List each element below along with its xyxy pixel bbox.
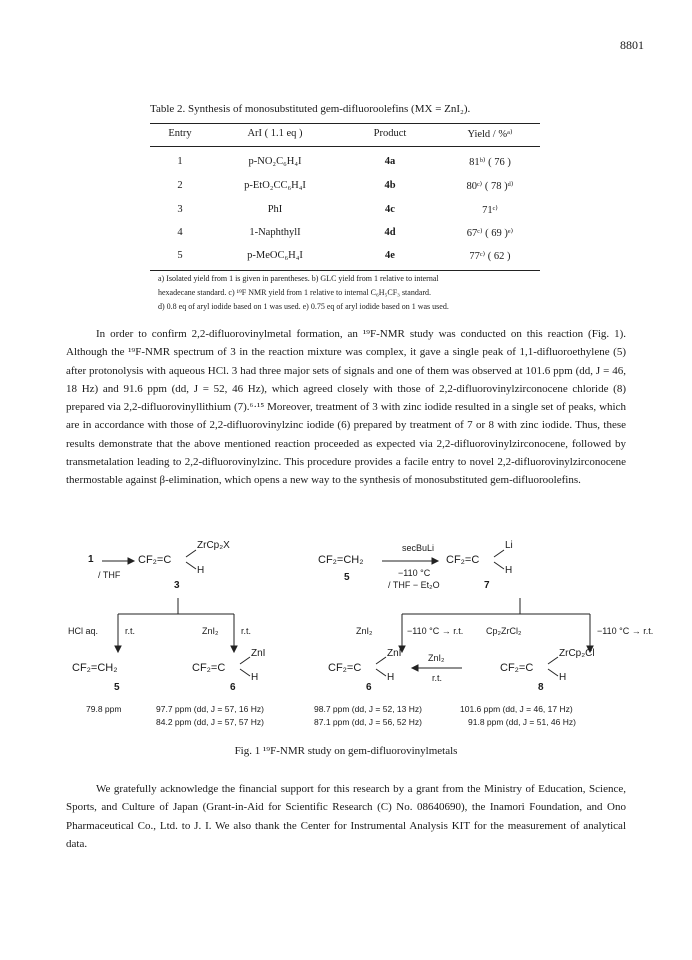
header-entry: Entry — [168, 128, 192, 139]
table-footnote: hexadecane standard. c) ¹⁹F NMR yield from 1 relative to internal C₆H₅CF₃ standard. — [158, 288, 432, 297]
formula-cf2ch2-5b: CF₂=CH₂ — [72, 662, 118, 674]
compound-5-label: 5 — [114, 682, 120, 693]
condition-rt-arrow: r.t. — [432, 673, 443, 683]
compound-6-label: 6 — [230, 682, 236, 693]
formula-zrcp2x: ZrCp₂X — [197, 540, 230, 551]
formula-h-6b: H — [387, 672, 395, 683]
condition-thf: / THF — [98, 570, 121, 580]
reagent-cp2zrcl2: Cp₂ZrCl₂ — [486, 626, 522, 636]
nmr-6b-line2: 87.1 ppm (dd, J = 56, 52 Hz) — [314, 717, 422, 727]
acknowledgement-text: We gratefully acknowledge the financial support for this research by a grant from the Ministry of Education, Science, Sports, and Culture of Japan (Grant-in-Aid for Scientific Research (C) No. 08640690), the Inamori Foundation, and Ono Pharmaceutical Co., Ltd. to J. I. We also thank the Center for Instrumental Analysis KIT for the measurement of analytical data. — [66, 783, 626, 850]
compound-8-label: 8 — [538, 682, 544, 693]
formula-h-8: H — [559, 672, 567, 683]
condition-110: −110 °C — [398, 568, 431, 578]
row-yield: 80ᶜ⁾ ( 78 )ᵈ⁾ — [466, 181, 514, 192]
row-product: 4c — [385, 204, 395, 215]
condition-thf-et2o: / THF − Et₂O — [388, 580, 440, 590]
condition-rt: r.t. — [125, 626, 136, 636]
header-product: Product — [373, 128, 407, 139]
reagent-zni2-arrow: ZnI₂ — [428, 653, 445, 663]
formula-h-7: H — [505, 565, 513, 576]
row-yield: 77ᶜ⁾ ( 62 ) — [469, 251, 511, 262]
nmr-8-line1: 101.6 ppm (dd, J = 46, 17 Hz) — [460, 704, 573, 714]
row-yield: 67ᶜ⁾ ( 69 )ᵉ⁾ — [466, 228, 514, 239]
paragraph-text: In order to confirm 2,2-difluorovinylmetal formation, an ¹⁹F-NMR study was conducted on this reaction (Fig. 1). Although the ¹⁹F-NMR spectrum of 3 in the reaction mixture was complex, it gave a single peak of 1,1-difluoroethylene (5) after protonolysis with aqueous HCl. 3 had three major sets of signals and one of them was observed at 101.6 ppm (dd, J = 46, 18 Hz) and 91.6 ppm (dd, J = 52, 46 Hz), which agreed closely with those of 2,2-difluorovinylzirconocene chloride (8) prepared via 2,2-difluorovinyllithium (7).⁶·¹⁵ Moreover, treatment of 3 with zinc iodide resulted in a single set of peaks, which are in accordance with those of 2,2-difluorovinylzinc iodide (6) prepared by treatment of 7 or 8 with zinc iodide. Thus, these results demonstrate that the above mentioned reaction proceeded as expected via 2,2-difluorovinylzirconocene, followed by transmetalation leading to 2,2-difluorovinylzinc. This procedure provides a facile entry to novel 2,2-difluorovinylzirconocene thermostable against β-elimination, which opens a new way to the synthesis of monosubstituted gem-difluoroolefins. — [66, 328, 626, 487]
nmr-6b-line1: 98.7 ppm (dd, J = 52, 13 Hz) — [314, 704, 422, 714]
condition-cp-7: −110 °C → r.t. — [597, 626, 654, 636]
row-entry: 5 — [177, 250, 183, 261]
compound-6-label: 6 — [366, 682, 372, 693]
row-ari: p-NO₂C₆H₄I — [248, 156, 302, 167]
table-footnote: a) Isolated yield from 1 is given in parentheses. b) GLC yield from 1 relative to internal — [158, 274, 439, 283]
compound-5-label: 5 — [344, 572, 350, 583]
reagent-secbuli: secBuLi — [402, 543, 435, 553]
row-yield: 81ᵇ⁾ ( 76 ) — [469, 157, 511, 168]
condition-zni2-7: −110 °C → r.t. — [407, 626, 464, 636]
table-caption: Table 2. Synthesis of monosubstituted gem-difluoroolefins (MX = ZnI₂). — [150, 103, 471, 115]
header-yield: Yield / %ᵃ⁾ — [467, 129, 513, 140]
nmr-6a-line1: 97.7 ppm (dd, J = 57, 16 Hz) — [156, 704, 264, 714]
reagent-zni2: ZnI₂ — [356, 626, 373, 636]
formula-cf2ch2-5: CF₂=CH₂ — [318, 554, 364, 566]
row-entry: 1 — [177, 156, 183, 167]
row-ari: PhI — [267, 204, 283, 215]
row-product: 4e — [385, 250, 395, 261]
row-product: 4d — [384, 227, 396, 238]
row-product: 4a — [384, 156, 396, 167]
nmr-8-line2: 91.8 ppm (dd, J = 51, 46 Hz) — [468, 717, 576, 727]
formula-li: Li — [505, 540, 513, 551]
formula-h-3: H — [197, 565, 205, 576]
reagent-hcl: HCl aq. — [68, 626, 99, 636]
condition-rt: r.t. — [241, 626, 252, 636]
compound-7-label: 7 — [484, 580, 490, 591]
row-entry: 3 — [177, 204, 183, 215]
row-ari: p-EtO₂CC₆H₄I — [244, 180, 306, 191]
header-ari: ArI ( 1.1 eq ) — [247, 128, 303, 139]
nmr-5: 79.8 ppm — [86, 704, 122, 714]
compound-1-label: 1 — [88, 554, 94, 565]
nmr-6a-line2: 84.2 ppm (dd, J = 57, 57 Hz) — [156, 717, 264, 727]
page-number: 8801 — [620, 38, 644, 52]
row-ari: p-MeOC₆H₄I — [247, 250, 303, 261]
formula-h-6a: H — [251, 672, 259, 683]
formula-zni-6b: ZnI — [387, 648, 402, 659]
compound-3-label: 3 — [174, 580, 180, 591]
formula-cf2c-8: CF₂=C — [500, 662, 534, 674]
formula-cf2c-6b: CF₂=C — [328, 662, 362, 674]
formula-cf2c-7: CF₂=C — [446, 554, 480, 566]
row-ari: 1-NaphthylI — [249, 227, 301, 238]
row-yield: 71ᶜ⁾ — [482, 205, 498, 216]
reagent-zni2: ZnI₂ — [202, 626, 219, 636]
formula-cf2c-6a: CF₂=C — [192, 662, 226, 674]
row-product: 4b — [384, 180, 396, 191]
formula-cf2c-3: CF₂=C — [138, 554, 172, 566]
acknowledgement-paragraph — [66, 780, 626, 853]
row-entry: 2 — [177, 180, 183, 191]
row-entry: 4 — [177, 227, 183, 238]
table-footnote: d) 0.8 eq of aryl iodide based on 1 was used. e) 0.75 eq of aryl iodide based on 1 was used. — [158, 302, 449, 311]
formula-zni-6a: ZnI — [251, 648, 266, 659]
formula-zrcp2cl: ZrCp₂Cl — [559, 648, 595, 659]
figure-caption: Fig. 1 ¹⁹F-NMR study on gem-difluorovinylmetals — [234, 745, 458, 757]
